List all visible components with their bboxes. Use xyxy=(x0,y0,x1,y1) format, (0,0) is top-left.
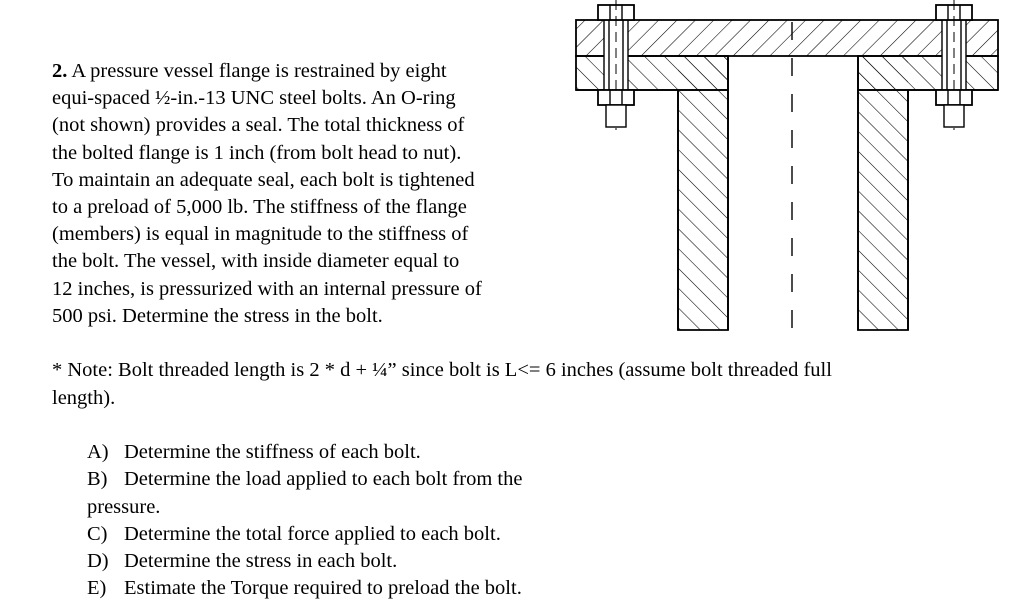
question-item xyxy=(87,466,627,521)
vessel-wall-right xyxy=(858,90,908,330)
question-item xyxy=(87,439,627,466)
question-letter: E) xyxy=(87,577,107,600)
question-letter: B) xyxy=(87,468,108,491)
question-text: Determine the stress in each bolt. xyxy=(124,550,398,573)
question-item xyxy=(87,548,627,575)
problem-line: to a preload of 5,000 lb. The stiffness of the flange xyxy=(52,196,467,219)
problem-line: (members) is equal in magnitude to the stiffness of xyxy=(52,223,469,246)
question-letter: C) xyxy=(87,522,108,545)
question-item xyxy=(87,521,627,548)
question-text: Estimate the Torque required to preload the bolt. xyxy=(124,577,522,600)
question-letter: A) xyxy=(87,441,109,463)
problem-text: A pressure vessel flange is restrained by eight xyxy=(67,60,447,82)
problem-line: (not shown) provides a seal. The total thickness of xyxy=(52,114,465,137)
vessel-wall-left xyxy=(678,56,728,330)
problem-number: 2. xyxy=(52,60,68,82)
problem-line: the bolt. The vessel, with inside diameter equal to xyxy=(52,250,460,273)
question-continuation: pressure. xyxy=(87,495,161,518)
question-item xyxy=(87,575,627,602)
question-letter: D) xyxy=(87,550,109,573)
problem-line: the bolted flange is 1 inch (from bolt head to nut). xyxy=(52,141,462,164)
problem-line: equi-spaced ½-in.-13 UNC steel bolts. An O-ring xyxy=(52,87,456,110)
problem-line-1 xyxy=(52,58,572,85)
flange-cross-section-drawing xyxy=(568,0,1008,335)
problem-line: 500 psi. Determine the stress in the bolt. xyxy=(52,304,383,327)
problem-line: To maintain an adequate seal, each bolt is tightened xyxy=(52,168,475,191)
note-paragraph xyxy=(52,357,982,412)
question-text: Determine the total force applied to each bolt. xyxy=(124,522,501,545)
problem-statement xyxy=(52,58,572,330)
question-text: Determine the load applied to each bolt from the xyxy=(124,468,523,491)
note-line: * Note: Bolt threaded length is 2 * d + ¼” since bolt is L<= 6 inches (assume bolt threaded full xyxy=(52,359,832,381)
question-text: Determine the stiffness of each bolt. xyxy=(124,441,421,463)
problem-line: 12 inches, is pressurized with an internal pressure of xyxy=(52,277,482,300)
cover-flange xyxy=(576,20,998,56)
question-list xyxy=(87,439,627,603)
note-line: length). xyxy=(52,386,116,409)
